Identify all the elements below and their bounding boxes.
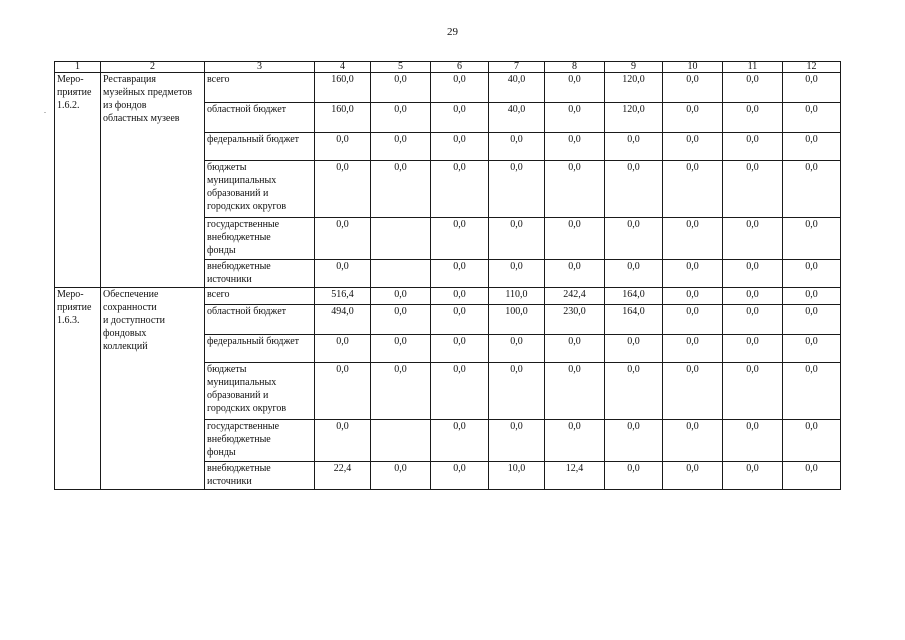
value-cell-col-6: 0,0	[431, 420, 489, 462]
value-cell-col-10: 0,0	[663, 133, 723, 161]
value-cell-col-5	[371, 260, 431, 288]
column-header-10: 10	[663, 62, 723, 73]
funding-source: бюджеты муниципальных образований и городских округов	[205, 161, 315, 218]
value-cell-col-4: 0,0	[315, 420, 371, 462]
value-cell-col-4: 494,0	[315, 305, 371, 335]
value-cell-col-11: 0,0	[723, 420, 783, 462]
value-cell-col-12: 0,0	[783, 420, 841, 462]
column-header-11: 11	[723, 62, 783, 73]
value-cell-col-5: 0,0	[371, 161, 431, 218]
value-cell-col-10: 0,0	[663, 420, 723, 462]
value-cell-col-4: 516,4	[315, 288, 371, 305]
value-cell-col-9: 0,0	[605, 133, 663, 161]
value-cell-col-5: 0,0	[371, 73, 431, 103]
value-cell-col-12: 0,0	[783, 133, 841, 161]
header-row	[55, 62, 841, 73]
value-cell-col-8: 0,0	[545, 335, 605, 363]
value-cell-col-9: 0,0	[605, 260, 663, 288]
table-row	[55, 288, 841, 305]
value-cell-col-9: 0,0	[605, 161, 663, 218]
funding-source: внебюджетные источники	[205, 462, 315, 490]
value-cell-col-9: 0,0	[605, 335, 663, 363]
funding-source: всего	[205, 73, 315, 103]
activity-id: Меро- приятие 1.6.3.	[55, 288, 101, 490]
column-header-2: 2	[101, 62, 205, 73]
value-cell-col-11: 0,0	[723, 305, 783, 335]
column-header-4: 4	[315, 62, 371, 73]
value-cell-col-10: 0,0	[663, 260, 723, 288]
activity-id: Меро- приятие 1.6.2.	[55, 73, 101, 288]
value-cell-col-7: 110,0	[489, 288, 545, 305]
value-cell-col-4: 160,0	[315, 73, 371, 103]
value-cell-col-8: 0,0	[545, 73, 605, 103]
value-cell-col-10: 0,0	[663, 363, 723, 420]
value-cell-col-6: 0,0	[431, 335, 489, 363]
value-cell-col-6: 0,0	[431, 288, 489, 305]
value-cell-col-12: 0,0	[783, 305, 841, 335]
value-cell-col-10: 0,0	[663, 161, 723, 218]
value-cell-col-8: 0,0	[545, 420, 605, 462]
column-header-7: 7	[489, 62, 545, 73]
value-cell-col-7: 0,0	[489, 335, 545, 363]
value-cell-col-7: 0,0	[489, 260, 545, 288]
value-cell-col-5: 0,0	[371, 103, 431, 133]
value-cell-col-10: 0,0	[663, 218, 723, 260]
value-cell-col-11: 0,0	[723, 288, 783, 305]
margin-mark: .	[44, 106, 46, 115]
value-cell-col-11: 0,0	[723, 260, 783, 288]
value-cell-col-4: 0,0	[315, 363, 371, 420]
value-cell-col-4: 22,4	[315, 462, 371, 490]
value-cell-col-5: 0,0	[371, 335, 431, 363]
value-cell-col-7: 100,0	[489, 305, 545, 335]
value-cell-col-12: 0,0	[783, 103, 841, 133]
value-cell-col-4: 160,0	[315, 103, 371, 133]
value-cell-col-9: 120,0	[605, 103, 663, 133]
value-cell-col-5: 0,0	[371, 305, 431, 335]
value-cell-col-11: 0,0	[723, 462, 783, 490]
column-header-6: 6	[431, 62, 489, 73]
value-cell-col-6: 0,0	[431, 103, 489, 133]
value-cell-col-5: 0,0	[371, 288, 431, 305]
value-cell-col-9: 164,0	[605, 288, 663, 305]
column-header-9: 9	[605, 62, 663, 73]
value-cell-col-4: 0,0	[315, 218, 371, 260]
value-cell-col-8: 230,0	[545, 305, 605, 335]
value-cell-col-11: 0,0	[723, 363, 783, 420]
value-cell-col-12: 0,0	[783, 260, 841, 288]
value-cell-col-7: 0,0	[489, 133, 545, 161]
funding-source: областной бюджет	[205, 305, 315, 335]
value-cell-col-10: 0,0	[663, 288, 723, 305]
value-cell-col-8: 0,0	[545, 218, 605, 260]
value-cell-col-10: 0,0	[663, 462, 723, 490]
funding-source: всего	[205, 288, 315, 305]
value-cell-col-8: 0,0	[545, 260, 605, 288]
value-cell-col-7: 0,0	[489, 420, 545, 462]
value-cell-col-7: 40,0	[489, 73, 545, 103]
value-cell-col-8: 0,0	[545, 363, 605, 420]
value-cell-col-8: 0,0	[545, 103, 605, 133]
column-header-3: 3	[205, 62, 315, 73]
value-cell-col-7: 0,0	[489, 161, 545, 218]
funding-source: государственные внебюджетные фонды	[205, 420, 315, 462]
value-cell-col-4: 0,0	[315, 133, 371, 161]
value-cell-col-6: 0,0	[431, 462, 489, 490]
value-cell-col-11: 0,0	[723, 133, 783, 161]
activity-name: Обеспечение сохранности и доступности фондовых коллекций	[101, 288, 205, 490]
value-cell-col-7: 0,0	[489, 363, 545, 420]
column-header-8: 8	[545, 62, 605, 73]
value-cell-col-8: 12,4	[545, 462, 605, 490]
value-cell-col-6: 0,0	[431, 218, 489, 260]
value-cell-col-5: 0,0	[371, 363, 431, 420]
value-cell-col-6: 0,0	[431, 133, 489, 161]
value-cell-col-9: 0,0	[605, 420, 663, 462]
value-cell-col-7: 40,0	[489, 103, 545, 133]
value-cell-col-7: 10,0	[489, 462, 545, 490]
value-cell-col-9: 164,0	[605, 305, 663, 335]
page-number: 29	[447, 26, 458, 38]
value-cell-col-9: 0,0	[605, 462, 663, 490]
value-cell-col-12: 0,0	[783, 73, 841, 103]
value-cell-col-4: 0,0	[315, 260, 371, 288]
value-cell-col-7: 0,0	[489, 218, 545, 260]
value-cell-col-6: 0,0	[431, 73, 489, 103]
value-cell-col-9: 0,0	[605, 218, 663, 260]
table-row	[55, 73, 841, 103]
value-cell-col-11: 0,0	[723, 73, 783, 103]
column-header-5: 5	[371, 62, 431, 73]
value-cell-col-8: 0,0	[545, 133, 605, 161]
value-cell-col-5	[371, 218, 431, 260]
value-cell-col-12: 0,0	[783, 462, 841, 490]
budget-table	[54, 61, 841, 490]
activity-name: Реставрация музейных предметов из фондов областных музеев	[101, 73, 205, 288]
value-cell-col-12: 0,0	[783, 335, 841, 363]
value-cell-col-11: 0,0	[723, 218, 783, 260]
value-cell-col-9: 0,0	[605, 363, 663, 420]
value-cell-col-9: 120,0	[605, 73, 663, 103]
value-cell-col-6: 0,0	[431, 363, 489, 420]
value-cell-col-8: 0,0	[545, 161, 605, 218]
value-cell-col-8: 242,4	[545, 288, 605, 305]
value-cell-col-5: 0,0	[371, 133, 431, 161]
value-cell-col-10: 0,0	[663, 305, 723, 335]
funding-source: государственные внебюджетные фонды	[205, 218, 315, 260]
value-cell-col-12: 0,0	[783, 363, 841, 420]
value-cell-col-4: 0,0	[315, 161, 371, 218]
value-cell-col-5	[371, 420, 431, 462]
value-cell-col-12: 0,0	[783, 288, 841, 305]
value-cell-col-11: 0,0	[723, 103, 783, 133]
value-cell-col-11: 0,0	[723, 335, 783, 363]
value-cell-col-6: 0,0	[431, 260, 489, 288]
column-header-12: 12	[783, 62, 841, 73]
value-cell-col-6: 0,0	[431, 305, 489, 335]
value-cell-col-4: 0,0	[315, 335, 371, 363]
value-cell-col-12: 0,0	[783, 218, 841, 260]
column-header-1: 1	[55, 62, 101, 73]
value-cell-col-5: 0,0	[371, 462, 431, 490]
value-cell-col-11: 0,0	[723, 161, 783, 218]
funding-source: федеральный бюджет	[205, 133, 315, 161]
value-cell-col-10: 0,0	[663, 335, 723, 363]
funding-source: федеральный бюджет	[205, 335, 315, 363]
value-cell-col-10: 0,0	[663, 103, 723, 133]
funding-source: бюджеты муниципальных образований и городских округов	[205, 363, 315, 420]
value-cell-col-6: 0,0	[431, 161, 489, 218]
funding-source: областной бюджет	[205, 103, 315, 133]
funding-source: внебюджетные источники	[205, 260, 315, 288]
value-cell-col-12: 0,0	[783, 161, 841, 218]
value-cell-col-10: 0,0	[663, 73, 723, 103]
